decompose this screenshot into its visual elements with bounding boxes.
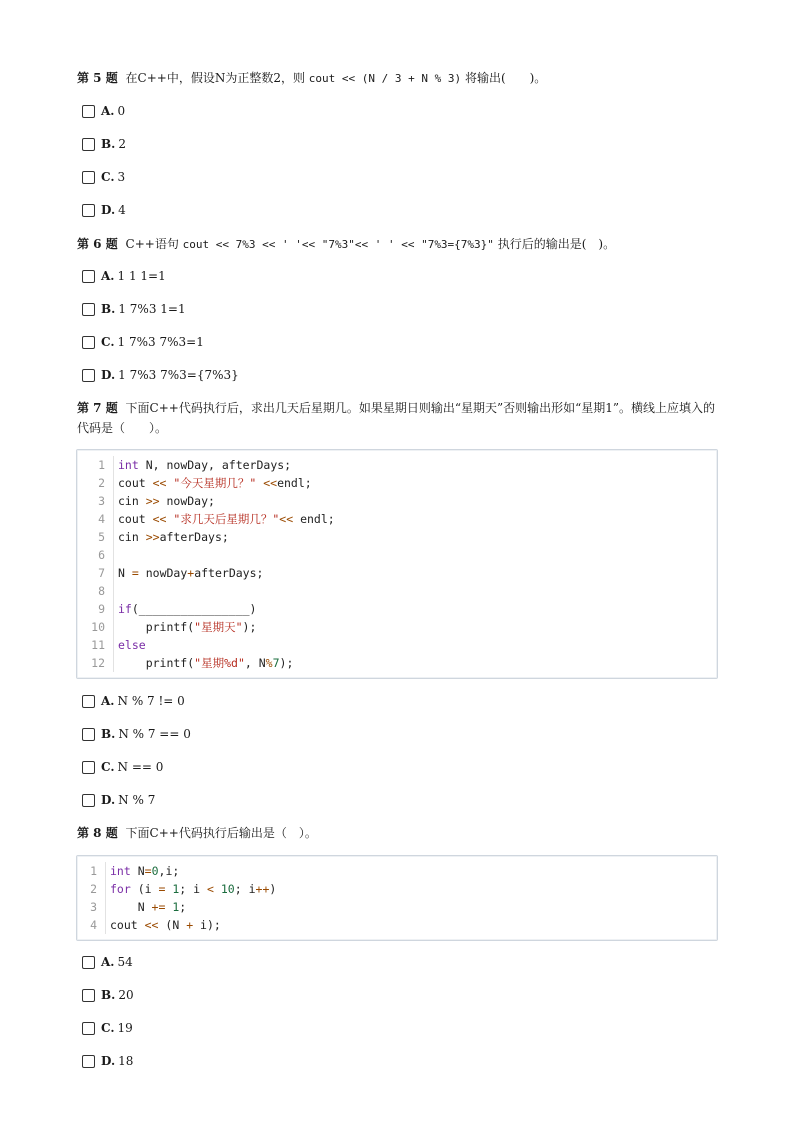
question-text: 执行后的输出是( )。 [493,237,616,251]
option-text: 19 [117,1021,133,1035]
option-text: 2 [118,137,126,151]
option-d[interactable] [82,368,239,382]
option-text: N % 7 != 0 [117,694,185,708]
line-number: 6 [77,546,114,564]
option-letter: B. [101,302,116,316]
line-number: 5 [77,528,114,546]
line-number: 7 [77,564,114,582]
code-line: cout << (N + i); [110,918,221,932]
option-letter: C. [101,1021,115,1035]
option-text: 1 7%3 7%3=1 [117,335,204,349]
line-number: 3 [77,492,114,510]
inline-code: cout << 7%3 << ' '<< "7%3"<< ' ' << "7%3={7%3}" [182,238,494,251]
checkbox[interactable] [82,695,95,708]
checkbox[interactable] [82,270,95,283]
code-line [114,582,118,600]
option-letter: B. [101,988,116,1002]
option-text: 4 [118,203,126,217]
code-block-q7 [76,449,718,679]
code-block-q8 [76,855,718,941]
checkbox[interactable] [82,761,95,774]
option-text: 54 [117,955,133,969]
option-text: 3 [117,170,126,184]
option-letter: D. [101,793,116,807]
question-8-title [77,825,317,841]
option-c[interactable] [82,170,125,184]
option-letter: A. [101,694,115,708]
line-number: 11 [77,636,114,654]
line-number: 4 [77,510,114,528]
option-c[interactable] [82,335,204,349]
code-line: if(________________) [118,602,257,616]
code-line: cout << "今天星期几？" <<endl; [118,476,312,490]
option-text: N == 0 [117,760,164,774]
checkbox[interactable] [82,138,95,151]
checkbox[interactable] [82,728,95,741]
checkbox[interactable] [82,794,95,807]
code-line: printf("星期%d", N%7); [118,656,294,670]
checkbox[interactable] [82,956,95,969]
option-text: 20 [118,988,134,1002]
checkbox[interactable] [82,171,95,184]
checkbox[interactable] [82,1055,95,1068]
option-b[interactable] [82,137,126,151]
code-line: int N, nowDay, afterDays; [118,458,292,472]
checkbox[interactable] [82,1022,95,1035]
option-text: N % 7 [118,793,156,807]
option-b[interactable] [82,302,186,316]
question-number: 第 5 题 [77,71,118,85]
line-number: 2 [77,880,106,898]
code-line: printf("星期天"); [118,620,257,634]
code-line: cin >> nowDay; [118,494,215,508]
line-number: 9 [77,600,114,618]
line-number: 1 [77,862,106,880]
option-letter: A. [101,269,115,283]
line-number: 10 [77,618,114,636]
question-text: 下面C++代码执行后，求出几天后星期几。如果星期日则输出“星期天”否则输出形如“星期1”。横线上应填入的代码是（ ）。 [77,401,716,435]
code-line: for (i = 1; i < 10; i++) [110,882,277,896]
code-line: cout << "求几天后星期几？"<< endl; [118,512,335,526]
option-d[interactable] [82,793,155,807]
line-number: 12 [77,654,114,672]
option-letter: D. [101,368,116,382]
option-text: 1 1 1=1 [117,269,166,283]
option-letter: D. [101,203,116,217]
question-text: 在C++中，假设N为正整数2，则 [125,71,309,85]
option-a[interactable] [82,694,185,708]
checkbox[interactable] [82,336,95,349]
question-number: 第 7 题 [77,401,118,415]
code-line: N += 1; [110,900,187,914]
code-line: else [118,638,146,652]
checkbox[interactable] [82,369,95,382]
line-number: 2 [77,474,114,492]
code-line: N = nowDay+afterDays; [118,566,264,580]
question-text: C++语句 [125,237,183,251]
option-b[interactable] [82,988,134,1002]
question-6-title [77,236,615,253]
option-a[interactable] [82,104,125,118]
option-letter: A. [101,104,115,118]
code-line: cin >>afterDays; [118,530,229,544]
line-number: 1 [77,456,114,474]
option-letter: C. [101,760,115,774]
option-letter: D. [101,1054,116,1068]
option-letter: A. [101,955,115,969]
inline-code: cout << (N / 3 + N % 3) [308,72,462,85]
option-a[interactable] [82,269,166,283]
option-letter: B. [101,727,116,741]
line-number: 8 [77,582,114,600]
option-b[interactable] [82,727,191,741]
question-text: 下面C++代码执行后输出是（ ）。 [125,826,317,840]
option-letter: C. [101,170,115,184]
code-line: int N=0,i; [110,864,180,878]
checkbox[interactable] [82,105,95,118]
option-text: N % 7 == 0 [118,727,191,741]
question-number: 第 8 题 [77,826,118,840]
question-7-title [77,398,717,438]
option-letter: B. [101,137,116,151]
question-5-title [77,70,546,87]
option-text: 1 7%3 7%3={7%3} [118,368,239,382]
option-text: 1 7%3 1=1 [118,302,186,316]
checkbox[interactable] [82,204,95,217]
option-d[interactable] [82,1054,133,1068]
question-text: 将输出( )。 [461,71,547,85]
option-d[interactable] [82,203,126,217]
code-line [114,546,118,564]
option-text: 0 [117,104,126,118]
option-c[interactable] [82,760,163,774]
question-number: 第 6 题 [77,237,118,251]
line-number: 3 [77,898,106,916]
checkbox[interactable] [82,989,95,1002]
option-text: 18 [118,1054,134,1068]
option-c[interactable] [82,1021,133,1035]
option-a[interactable] [82,955,133,969]
checkbox[interactable] [82,303,95,316]
line-number: 4 [77,916,106,934]
option-letter: C. [101,335,115,349]
